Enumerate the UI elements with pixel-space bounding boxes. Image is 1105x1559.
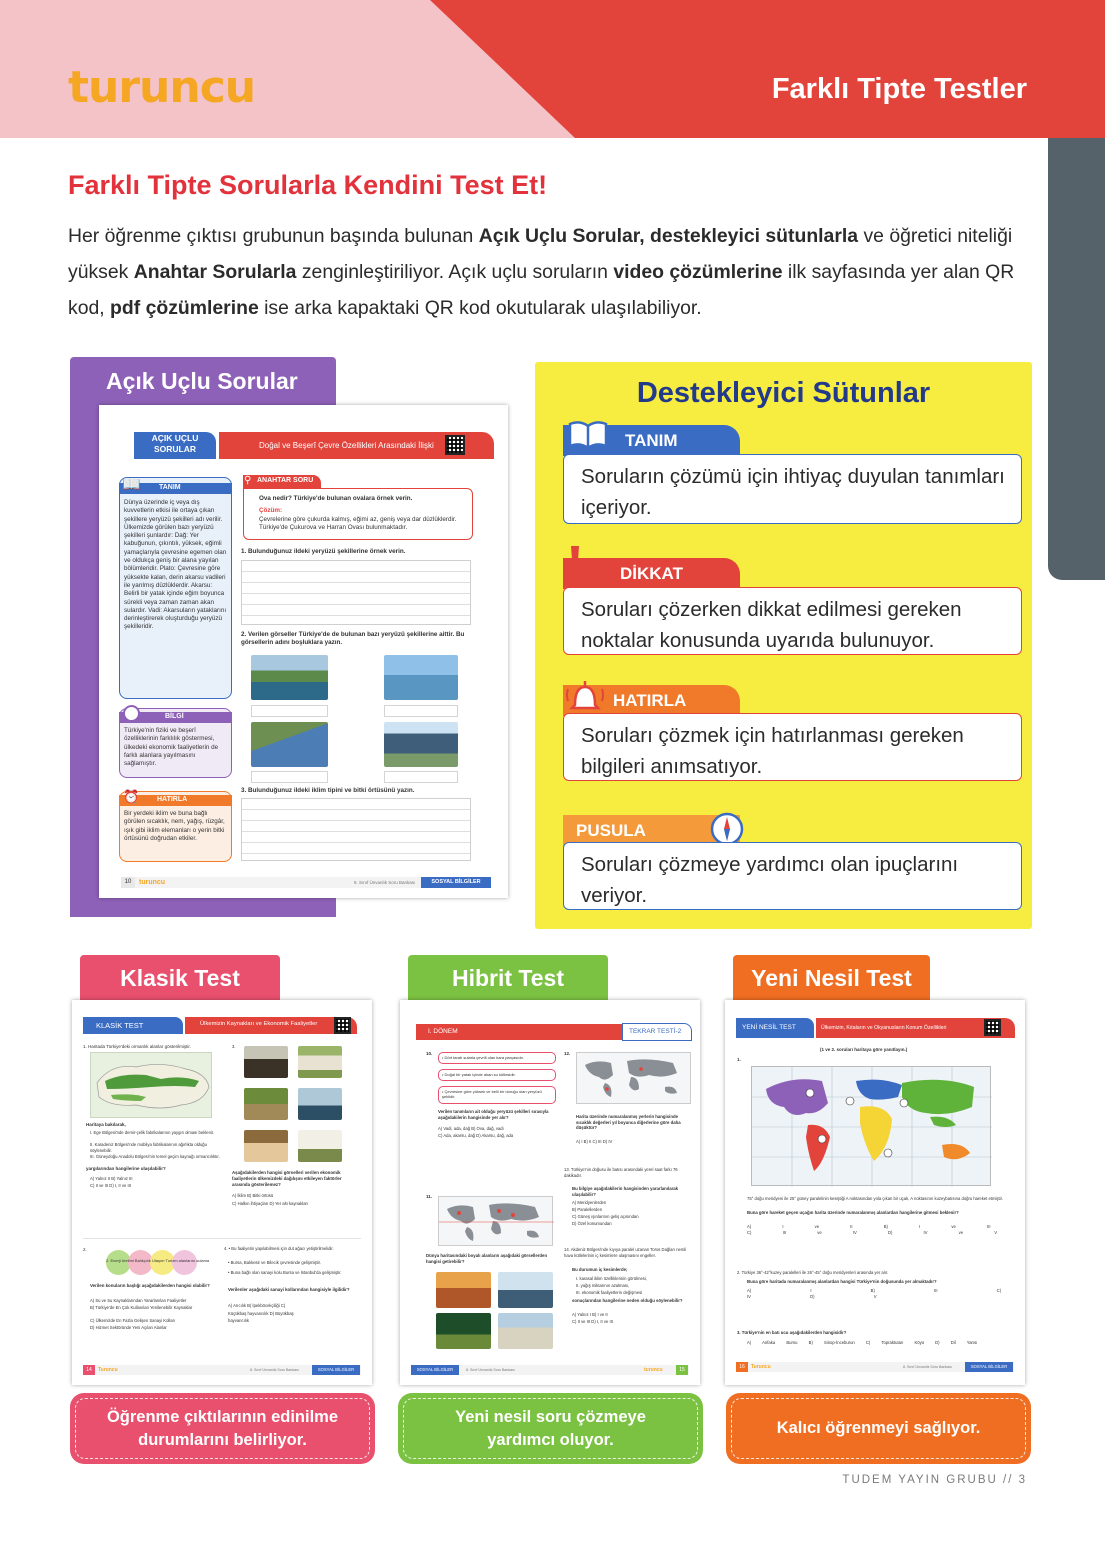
q10-stem: Verilen tanımların ait olduğu yeryüzü şekilleri sırasıyla aşağıdakilerin hangisinde yer alır? — [438, 1109, 549, 1120]
sheet-footer-logo: turuncu — [139, 879, 166, 886]
qr-code-icon — [334, 1017, 351, 1034]
hatirla-box — [563, 713, 1022, 781]
intro-text-run: Her öğrenme çıktısı grubunun başında bulunan — [68, 225, 479, 247]
q3-answers-ab: A) İklim B) Bitki örtüsü — [232, 1193, 274, 1198]
q10-clue-1: • Dört tarafı sularla çevrili olan kara parçasıdır. — [442, 1055, 524, 1060]
sheet-tag: YENİ NESİL TEST — [742, 1024, 796, 1031]
q13-text: 13. Türkiye'nin doğusu ile batısı arasındaki yerel saat farkı 76 dakikadır. — [564, 1167, 678, 1178]
bilgi-text: Türkiye'nin fiziki ve beşerî özelliklerinin farklılık göstermesi, ülkedeki ekonomik faaliyetlerin de farklı alanlara yayılmasını sağlamıştır. — [124, 727, 219, 768]
alarm-icon: ⏰ — [123, 789, 140, 804]
q3-answers-cd: C) Halkın ihtiyaçları D) Yer altı kaynakları — [232, 1201, 309, 1206]
sheet-topic: Ülkemizin, Kıtaların ve Okyanusların Konum Özellikleri — [821, 1025, 947, 1031]
hatirla-text: Bir yerdeki iklim ve buna bağlı görülen sıcaklık, nem, yağış, rüzgâr, ışık gibi iklim elemanları o yerin bitki örtüsünü doğrudan etkiler. — [124, 810, 225, 842]
target-icon — [123, 705, 140, 722]
publisher-footer: TUDEM YAYIN GRUBU // 3 — [842, 1474, 1027, 1486]
key-icon: ⚲ — [244, 475, 252, 486]
q1-ask: yargılarından hangilerine ulaşılabilir? — [86, 1166, 166, 1171]
q1-number: 1. — [737, 1057, 741, 1062]
q2-text: 2. Türkiye 36°-42°kuzey paralelleri ile 26°-45° doğu meridyenleri arasında yer alır. — [737, 1270, 889, 1275]
poultry-photo — [244, 1130, 288, 1162]
q1-option-iii: III. Güneydoğu Anadolu Bölgesi'nin temel geçim kaynağı ormancılıktır. — [90, 1154, 220, 1159]
hybrid-test-note — [398, 1393, 703, 1464]
sheet-page-number: 16 — [736, 1362, 748, 1372]
q14-stem: Bu durumun iç kesimlerde; — [572, 1267, 628, 1272]
cozum-text: Çevrelerine göre çukurda kalmış, eğimi az, geniş veya dar düzlüklerdir. Türkiye'de Çukurova ve Harran Ovası bulunmaktadır. — [259, 516, 457, 532]
question-3: 3. Bulunduğunuz ildeki iklim tipini ve bitki örtüsünü yazın. — [241, 787, 415, 794]
new-gen-test-tag: Yeni Nesil Test — [733, 955, 930, 1002]
q1-text: 75° doğu meridyeni ile 25° güney paralelinin kesiştiği A noktasından yola çıkan bir uçak, A noktasının kuzeybatısına doğru hareket etmiştir. — [747, 1196, 1003, 1201]
sheet-tag: AÇIK UÇLU SORULAR — [151, 433, 199, 454]
forest-map — [90, 1052, 212, 1118]
rainforest-photo — [436, 1313, 491, 1349]
intro-bold-run: Açık Uçlu Sorular, destekleyici sütunlarla — [478, 225, 859, 247]
classic-test-sample-page — [72, 1000, 372, 1385]
q3-label: 3. — [232, 1044, 236, 1049]
brand-logo: turuncu — [68, 62, 256, 113]
q12-number: 12. — [564, 1051, 571, 1056]
landform-photo-2 — [384, 655, 458, 700]
landform-photo-3 — [251, 722, 328, 767]
q13-b: B) Paralellerden — [572, 1207, 603, 1212]
intro-text-run: ve öğretici niteliği yüksek — [68, 225, 1013, 283]
intro-bold-run: video çözümlerine — [613, 261, 783, 283]
steppe-photo — [498, 1313, 553, 1349]
q4-bullet-2: • Bursa, Balıkesir ve Bilecik çevresinde gelişmiştir. — [228, 1260, 321, 1265]
tanim-description: Soruların çözümü için ihtiyaç duyulan tanımları içeriyor. — [581, 465, 1005, 519]
q12-answers: A) I B) II C) III D) IV — [576, 1139, 613, 1144]
dikkat-tab: DİKKAT — [563, 558, 740, 589]
hatirla-tab: HATIRLA — [563, 685, 740, 716]
book-icon: 📖 — [122, 476, 141, 493]
intro-paragraph — [68, 218, 1038, 326]
q4-stem: Verilenler aşağıdaki sanayi kollarından hangisiyle ilgilidir? — [228, 1287, 350, 1292]
dikkat-box — [563, 587, 1022, 655]
anahtar-label: ANAHTAR SORU — [257, 477, 314, 484]
intro-bold-run: pdf çözümlerine — [110, 297, 259, 319]
book-icon — [566, 418, 610, 450]
q2-stem: Verilen konuların başlığı aşağıdakilerden hangisi olabilir? — [90, 1283, 210, 1288]
pusula-description: Soruları çözmeye yardımcı olan ipuçlarını veriyor. — [581, 853, 959, 907]
q14-answers-ab: A) Yalnız I B) I ve II — [572, 1312, 608, 1317]
q1-option-ii: II. Karadeniz Bölgesi'nde mobilya fabrikalarının ağırlıkta olduğu söylenebilir. — [90, 1142, 207, 1153]
tanim-label: TANIM — [159, 484, 181, 491]
side-tab — [1048, 138, 1105, 580]
intro-text-run: ise arka kapaktaki QR kod okutularak ulaşılabiliyor. — [258, 297, 702, 319]
world-map-small-2 — [576, 1052, 691, 1104]
sheet-topic: Doğal ve Beşerî Çevre Özellikleri Arasındaki İlişki — [259, 441, 434, 450]
q14-text: 14. Akdeniz Bölgesi'nde kıyıya paralel uzanan Toros Dağları nemli hava kütlelerinin iç kesimlere ulaşmasını engeller. — [564, 1247, 687, 1258]
q11-number: 11. — [426, 1194, 433, 1199]
sheet-page-number: 15 — [676, 1365, 688, 1375]
q1-answers-cd: C) II ve III D) I, II ve III — [90, 1183, 131, 1188]
q1-option-i: I. Ege Bölgesi'nde demir-çelik fabrikalarının yaygın olması beklenir. — [90, 1130, 215, 1135]
bees-photo — [244, 1088, 288, 1120]
open-questions-sample-page — [99, 405, 508, 898]
hybrid-test-tag: Hibrit Test — [408, 955, 608, 1002]
q2-b: B) Türkiye'de En Çok Kullanılan Yenilenebilir Kaynaklar — [90, 1305, 193, 1310]
q11-stem: Dünya haritasındaki boyalı alanların aşağıdaki görsellerden hangisi getirebilir? — [426, 1253, 548, 1264]
sheet-footer-subject: SOSYAL BİLGİLER — [965, 1362, 1013, 1372]
q10-clue-2: • Doğal bir yatak içinde akan su kütlesidir. — [442, 1072, 516, 1077]
hatirla-description: Soruları çözmek için hatırlanması gereken bilgileri anımsatıyor. — [581, 724, 964, 778]
pusula-box — [563, 842, 1022, 910]
sheet-footer-grade: 8. Sınıf Ünvanlık Soru Bankası — [250, 1368, 299, 1372]
tanim-box — [563, 454, 1022, 524]
sheet-page-number: 10 — [121, 877, 135, 888]
landform-photo-4 — [384, 722, 458, 767]
sheet-page-number: 14 — [83, 1365, 95, 1375]
sheet-footer-logo: turuncu — [644, 1367, 663, 1373]
new-gen-test-note-text: Kalıcı öğrenmeyi sağlıyor. — [776, 1419, 981, 1437]
q1-stem: Buna göre hareket geçen uçağın harita üzerinde numaralanmış alanlardan hangilerine gitmesi beklenir? — [747, 1210, 959, 1215]
q3-stem: 3. Türkiye'nin en batı ucu aşağıdakilerden hangisidir? — [737, 1330, 847, 1335]
new-gen-test-sample-page — [725, 1000, 1025, 1385]
q1-stem: Haritaya bakılarak, — [86, 1122, 126, 1127]
tanim-text: Dünya üzerinde iç veya dış kuvvetlerin etkisi ile ortaya çıkan şekillere yeryüzü şekilleri adı verilir. Ülkemizde görülen bazı yeryüzü şekilleri şunlardır: Dağ: Yer kabuğunun, çıkıntılı, yüksek, eğimli yamaçlarıyla çevresine egemen olan ve oldukça geniş bir alana yayılan bölümleridir. Plato: Çevresine göre yüksekte kalan, derin akarsu vadileri ile yarılmış düzlüklerdir. Akarsu: Belirli bir yatak içinde eğim boyunca sürekli veya zaman zaman akan sulardır. Vadi: Akarsuların yataklarını derinleştirerek oluşturduğu yeryüzü şekilleridir. — [124, 499, 227, 631]
sheep-photo — [298, 1046, 342, 1078]
hybrid-test-note-text: Yeni nesil soru çözmeye yardımcı oluyor. — [455, 1407, 646, 1449]
silkworm-photo — [298, 1130, 342, 1162]
map-instruction: (1 ve 2. soruları haritaya göre yanıtlayın.) — [820, 1047, 908, 1052]
cozum-label: Çözüm: — [259, 507, 283, 514]
supporting-columns-title: Destekleyici Sütunlar — [636, 377, 931, 409]
pusula-tab: PUSULA — [563, 815, 740, 846]
qr-code-icon — [445, 435, 465, 455]
classic-test-tag: Klasik Test — [80, 955, 280, 1002]
q14-answers-cd: C) II ve III D) I, II ve III — [572, 1319, 613, 1324]
glacier-photo — [498, 1272, 553, 1308]
q14-option-iii: III. ekonomik faaliyetlerin değişmesi — [576, 1290, 643, 1295]
question-1: 1. Bulunduğunuz ildeki yeryüzü şekillerine örnek verin. — [241, 548, 406, 555]
hatirla-label: HATIRLA — [157, 796, 188, 803]
q13-a: A) Meridyenlerden — [572, 1200, 607, 1205]
sheet-footer-subject: SOSYAL BİLGİLER — [421, 877, 491, 888]
landform-photo-1 — [251, 655, 328, 700]
q4-bullet-3: • Buna bağlı olan sanayi kolu Bursa ve İstanbul'da gelişmiştir. — [228, 1270, 342, 1275]
q2-number: 2. — [83, 1247, 87, 1252]
dikkat-description: Soruları çözerken dikkat edilmesi gereken noktalar konusunda uyarıda bulunuyor. — [581, 598, 962, 652]
anahtar-question: Ova nedir? Türkiye'de bulunan ovalara örnek verin. — [259, 495, 413, 502]
q10-answers-cd: C) Ada, akarsu, dağ D) Akarsu, dağ, ada — [438, 1133, 514, 1138]
section-title: Farklı Tipte Testler — [771, 73, 1027, 105]
q1-answers-ab: A) Yalnız II B) Yalnız III — [90, 1176, 133, 1181]
intro-bold-run: Anahtar Sorularla — [133, 261, 297, 283]
bilgi-label: BİLGİ — [165, 713, 184, 720]
fishing-photo — [298, 1088, 342, 1120]
sheet-footer-logo: Turuncu — [98, 1367, 118, 1373]
tanim-tab: TANIM — [563, 425, 740, 456]
cattle-photo — [244, 1046, 288, 1078]
sheet-footer-subject: SOSYAL BİLGİLER — [411, 1365, 459, 1375]
sheet-footer-logo: Turuncu — [751, 1364, 771, 1370]
q2-c: C) Ülkemizde En Fazla Gelişen Sanayi Kolları — [90, 1318, 176, 1323]
q4-bullet-1: 4. • Bu faaliyetin yapılabilmesi için dut ağacı yetiştirilmelidir. — [224, 1246, 334, 1251]
q2-stem: Buna göre haritada numaralanmış alanlardan hangisi Türkiye'nin doğusunda yer almaktadır? — [747, 1279, 937, 1284]
q10-clue-3: • Çevresine göre yüksek ve belli bir doruğu olan yeryüzü şeklidir. — [442, 1089, 542, 1099]
q13-stem: Bu bilgiye aşağıdakilerin hangisinden yararlanılarak ulaşılabilir? — [572, 1186, 679, 1197]
page-title: Farklı Tipte Sorularla Kendini Test Et! — [68, 170, 548, 200]
q4-answers: A) Arıcılık B) İpekböcekçiliği C) Küçükbaş hayvancılık D) Büyükbaş hayvancılık — [228, 1303, 294, 1323]
hybrid-test-sample-page — [400, 1000, 700, 1385]
sheet-footer-subject: SOSYAL BİLGİLER — [312, 1365, 360, 1375]
sheet-topic: TEKRAR TESTİ-2 — [629, 1028, 682, 1035]
world-map-small — [438, 1196, 553, 1246]
q2-bubbles: 2. Enerji üretimi Balıkçılık Ulaşım Turizm alanlarını sulama — [106, 1258, 210, 1263]
q1-text: 1. Haritada Türkiye'deki ormanlık alanlar gösterilmiştir. — [83, 1044, 191, 1049]
q2-a: A) Su ve Su Kaynaklarından Yararlanılan Faaliyetler — [90, 1298, 187, 1303]
question-2: 2. Verilen görseller Türkiye'de de bulunan bazı yeryüzü şekillerine aittir. Bu görsellerin adını boşluklara yazın. — [241, 631, 465, 647]
intro-text-run: zenginleştiriliyor. Açık uçlu soruların — [296, 261, 614, 283]
q12-stem: Harita üzerinde numaralanmış yerlerin hangisinde sıcaklık değerleri yıl boyunca diğerlerine göre daha düşüktür? — [576, 1114, 681, 1131]
sheet-footer-grade: 8. Sınıf Ünvanlık Soru Bankası — [354, 880, 416, 885]
sheet-footer-grade: 8. Sınıf Ünvanlık Soru Bankası — [466, 1368, 515, 1372]
q1-answers: A) I ve II B) I ve III C) III ve IV D) IV ve V — [747, 1224, 998, 1235]
alarm-icon — [563, 677, 607, 715]
q2-answers: A) I B) III C) IV D) V — [747, 1288, 1002, 1299]
sheet-tag: KLASİK TEST — [96, 1021, 144, 1030]
classic-test-note-text: Öğrenme çıktılarının edinilme durumlarını belirliyor. — [106, 1407, 339, 1449]
q13-c: C) Güneş ışınlarının geliş açısından — [572, 1214, 639, 1219]
q2-d: D) Hizmet Sektöründe Yeni Açılan Alanlar — [90, 1325, 167, 1330]
open-questions-title: Açık Uçlu Sorular — [106, 368, 298, 394]
sheet-footer-grade: 8. Sınıf Ünvanlık Soru Bankası — [903, 1365, 952, 1369]
world-map — [751, 1066, 991, 1186]
sheet-topic: Ülkemizin Kaynakları ve Ekonomik Faaliyetler — [200, 1021, 318, 1027]
exclamation-icon — [565, 544, 585, 589]
q3-answers: A) Anfaka Burnu B) Sinop-İnceburun C) Topraktutan Köyü D) Dil Yarısı — [747, 1340, 978, 1345]
q10-answers-ab: A) Vadi, ada, dağ B) Ova, dağ, vadi — [438, 1126, 504, 1131]
qr-code-icon — [984, 1019, 1001, 1036]
new-gen-test-note — [726, 1393, 1031, 1464]
q14-option-ii: II. yağış miktarının azalması, — [576, 1283, 630, 1288]
q14-option-i: I. karasal iklim özelliklerinin görülmesi, — [576, 1276, 647, 1281]
desert-photo — [436, 1272, 491, 1308]
q14-ask: sonuçlarından hangilerine neden olduğu söylenebilir? — [572, 1298, 683, 1303]
classic-test-note — [70, 1393, 375, 1464]
q10-number: 10. — [426, 1051, 433, 1056]
q13-d: D) Özel konumundan — [572, 1221, 612, 1226]
q3-stem: Aşağıdakilerden hangisi görselleri verilen ekonomik faaliyetlerin ülkemizdeki dağılışını etkileyen faktörler arasında gösterilemez? — [232, 1170, 342, 1187]
sheet-tag: I. DÖNEM — [428, 1028, 458, 1035]
intro-text-run: ilk sayfasında yer alan QR kod, — [68, 261, 1015, 319]
